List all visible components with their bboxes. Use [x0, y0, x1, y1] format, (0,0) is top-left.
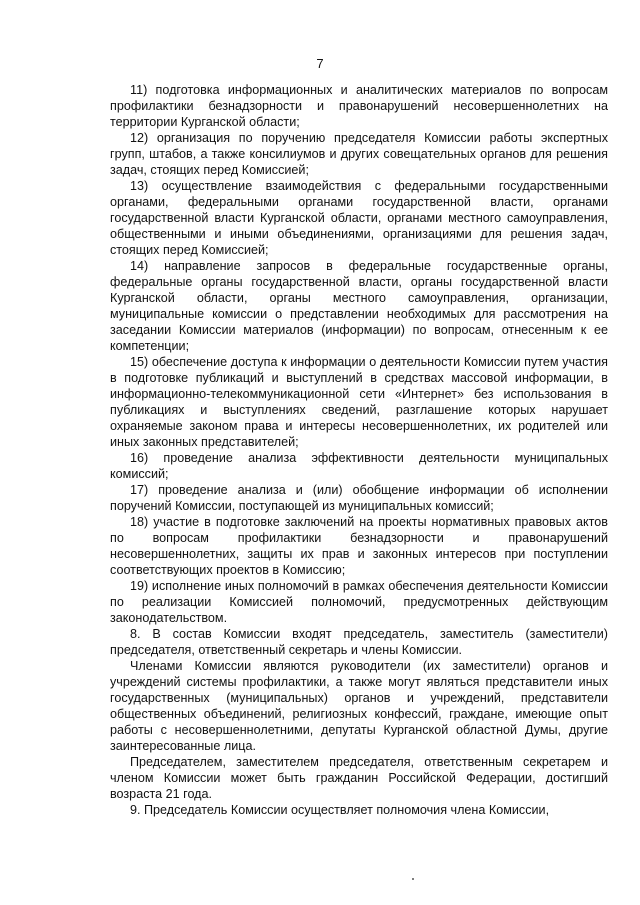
- paragraph-item-17: 17) проведение анализа и (или) обобщение информации об исполнении поручений Комиссии, поступающей из муниципальных комиссий;: [110, 483, 608, 513]
- paragraph-item-16: 16) проведение анализа эффективности деятельности муниципальных комиссий;: [110, 451, 608, 481]
- document-body: [110, 82, 608, 818]
- paragraph-item-18: 18) участие в подготовке заключений на проекты нормативных правовых актов по вопросам профилактики безнадзорности и правонарушений несовершеннолетних, защиты их прав и законных интересов при поступлении соответствующих проектов в Комиссию;: [110, 515, 608, 577]
- paragraph-item-19: 19) исполнение иных полномочий в рамках обеспечения деятельности Комиссии по реализации Комиссией полномочий, предусмотренных действующим законодательством.: [110, 579, 608, 625]
- paragraph-commission-members: Членами Комиссии являются руководители (их заместители) органов и учреждений системы профилактики, а также могут являться представители иных государственных (муниципальных) органов и учреждений, представители общественных объединений, религиозных конфессий, граждане, имеющие опыт работы с несовершеннолетними, депутаты Курганской областной Думы, другие заинтересованные лица.: [110, 659, 608, 753]
- paragraph-clause-9: 9. Председатель Комиссии осуществляет полномочия члена Комиссии,: [130, 803, 550, 817]
- paragraph-age-requirement: Председателем, заместителем председателя, ответственным секретарем и членом Комиссии может быть гражданин Российской Федерации, достигший возраста 21 года.: [110, 755, 608, 801]
- scan-mark: [412, 878, 414, 880]
- paragraph-item-13: 13) осуществление взаимодействия с федеральными государственными органами, федеральными органами государственной власти, органами государственной власти Курганской области, органами местного самоуправления, общественными и иными объединениями, организациями для решения задач, стоящих перед Комиссией;: [110, 179, 608, 257]
- paragraph-clause-8: 8. В состав Комиссии входят председатель, заместитель (заместители) председателя, ответственный секретарь и члены Комиссии.: [110, 627, 608, 657]
- paragraph-item-14: 14) направление запросов в федеральные государственные органы, федеральные органы государственной власти, органы государственной власти Курганской области, органы местного самоуправления, организации, муниципальные комиссии о представлении необходимых для рассмотрения на заседании Комиссии материалов (информации) по вопросам, отнесенным к ее компетенции;: [110, 259, 608, 353]
- page-number: 7: [316, 56, 324, 71]
- paragraph-item-15: 15) обеспечение доступа к информации о деятельности Комиссии путем участия в подготовке публикаций и выступлений в средствах массовой информации, в информационно-телекоммуникационной сети «Интернет» без использования в публикациях и выступлениях сведений, разглашение которых нарушает охраняемые законом права и интересы несовершеннолетних, их родителей или иных законных представителей;: [110, 355, 608, 449]
- paragraph-item-11: 11) подготовка информационных и аналитических материалов по вопросам профилактики безнадзорности и правонарушений несовершеннолетних на территории Курганской области;: [110, 83, 608, 129]
- paragraph-item-12: 12) организация по поручению председателя Комиссии работы экспертных групп, штабов, а также консилиумов и других совещательных органов для решения задач, стоящих перед Комиссией;: [110, 131, 608, 177]
